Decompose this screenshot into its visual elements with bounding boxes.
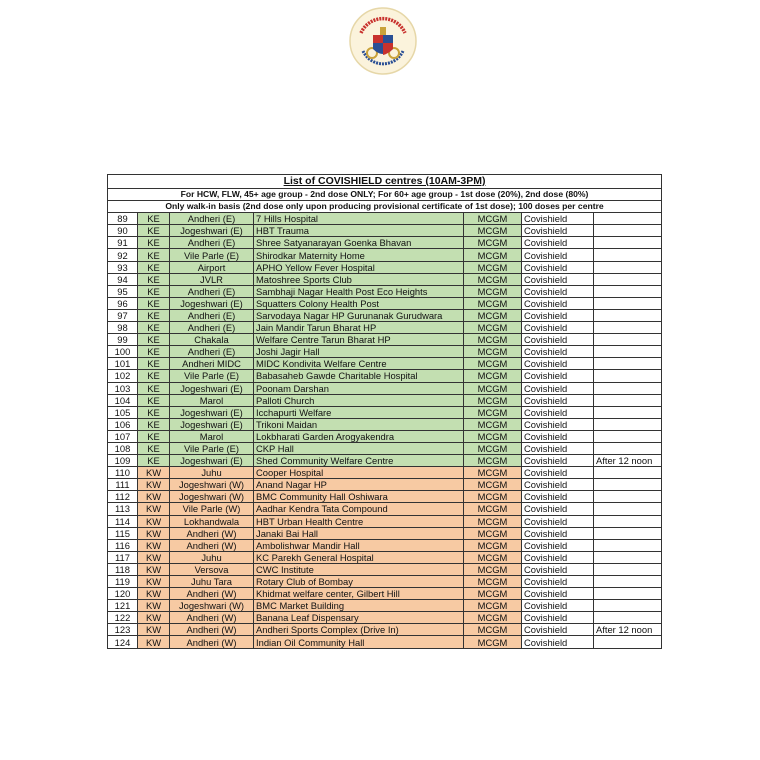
ward-cell: KE bbox=[138, 225, 170, 237]
vaccine-cell: Covishield bbox=[522, 636, 594, 648]
agency-cell: MCGM bbox=[464, 406, 522, 418]
row-number: 122 bbox=[108, 612, 138, 624]
remark-cell bbox=[594, 576, 662, 588]
bmc-emblem-logo bbox=[349, 7, 417, 75]
table-row bbox=[108, 491, 662, 503]
centre-name-cell: Squatters Colony Health Post bbox=[254, 297, 464, 309]
remark-cell: After 12 noon bbox=[594, 455, 662, 467]
eligibility-note: For HCW, FLW, 45+ age group - 2nd dose ONLY; For 60+ age group - 1st dose (20%), 2nd dose (80%) bbox=[108, 189, 662, 201]
row-number: 116 bbox=[108, 539, 138, 551]
vaccine-cell: Covishield bbox=[522, 261, 594, 273]
centre-name-cell: Lokbharati Garden Arogyakendra bbox=[254, 430, 464, 442]
centre-name-cell: 7 Hills Hospital bbox=[254, 213, 464, 225]
agency-cell: MCGM bbox=[464, 273, 522, 285]
ward-cell: KE bbox=[138, 297, 170, 309]
area-cell: Andheri MIDC bbox=[170, 358, 254, 370]
vaccine-cell: Covishield bbox=[522, 600, 594, 612]
ward-cell: KW bbox=[138, 479, 170, 491]
vaccine-cell: Covishield bbox=[522, 455, 594, 467]
vaccine-cell: Covishield bbox=[522, 285, 594, 297]
row-number: 120 bbox=[108, 588, 138, 600]
agency-cell: MCGM bbox=[464, 515, 522, 527]
ward-cell: KE bbox=[138, 455, 170, 467]
area-cell: Andheri (E) bbox=[170, 322, 254, 334]
area-cell: Jogeshwari (E) bbox=[170, 382, 254, 394]
row-number: 105 bbox=[108, 406, 138, 418]
ward-cell: KE bbox=[138, 322, 170, 334]
row-number: 108 bbox=[108, 442, 138, 454]
eligibility-note-row bbox=[108, 189, 662, 201]
remark-cell bbox=[594, 430, 662, 442]
area-cell: Vile Parle (W) bbox=[170, 503, 254, 515]
agency-cell: MCGM bbox=[464, 503, 522, 515]
vaccine-cell: Covishield bbox=[522, 539, 594, 551]
ward-cell: KE bbox=[138, 261, 170, 273]
centre-name-cell: Matoshree Sports Club bbox=[254, 273, 464, 285]
table-row bbox=[108, 322, 662, 334]
table-row bbox=[108, 442, 662, 454]
area-cell: Andheri (E) bbox=[170, 237, 254, 249]
area-cell: Andheri (W) bbox=[170, 527, 254, 539]
vaccine-cell: Covishield bbox=[522, 249, 594, 261]
covishield-centres-table bbox=[107, 174, 662, 649]
remark-cell bbox=[594, 442, 662, 454]
row-number: 91 bbox=[108, 237, 138, 249]
remark-cell bbox=[594, 418, 662, 430]
area-cell: Andheri (W) bbox=[170, 612, 254, 624]
ward-cell: KE bbox=[138, 334, 170, 346]
agency-cell: MCGM bbox=[464, 563, 522, 575]
row-number: 119 bbox=[108, 576, 138, 588]
row-number: 114 bbox=[108, 515, 138, 527]
centre-name-cell: Shed Community Welfare Centre bbox=[254, 455, 464, 467]
agency-cell: MCGM bbox=[464, 249, 522, 261]
row-number: 107 bbox=[108, 430, 138, 442]
row-number: 95 bbox=[108, 285, 138, 297]
vaccine-cell: Covishield bbox=[522, 225, 594, 237]
centre-name-cell: Jain Mandir Tarun Bharat HP bbox=[254, 322, 464, 334]
remark-cell bbox=[594, 237, 662, 249]
remark-cell bbox=[594, 563, 662, 575]
ward-cell: KE bbox=[138, 358, 170, 370]
ward-cell: KE bbox=[138, 370, 170, 382]
walk-in-note: Only walk-in basis (2nd dose only upon producing provisional certificate of 1st dose); 100 doses per centre bbox=[108, 201, 662, 213]
ward-cell: KW bbox=[138, 576, 170, 588]
vaccine-cell: Covishield bbox=[522, 515, 594, 527]
table-row bbox=[108, 576, 662, 588]
centre-name-cell: Shree Satyanarayan Goenka Bhavan bbox=[254, 237, 464, 249]
row-number: 93 bbox=[108, 261, 138, 273]
centre-name-cell: MIDC Kondivita Welfare Centre bbox=[254, 358, 464, 370]
agency-cell: MCGM bbox=[464, 442, 522, 454]
remark-cell bbox=[594, 588, 662, 600]
table-row bbox=[108, 261, 662, 273]
centre-name-cell: Shirodkar Maternity Home bbox=[254, 249, 464, 261]
agency-cell: MCGM bbox=[464, 467, 522, 479]
agency-cell: MCGM bbox=[464, 382, 522, 394]
agency-cell: MCGM bbox=[464, 491, 522, 503]
row-number: 94 bbox=[108, 273, 138, 285]
vaccine-cell: Covishield bbox=[522, 576, 594, 588]
table-row bbox=[108, 382, 662, 394]
agency-cell: MCGM bbox=[464, 576, 522, 588]
table-row bbox=[108, 588, 662, 600]
agency-cell: MCGM bbox=[464, 588, 522, 600]
row-number: 115 bbox=[108, 527, 138, 539]
centre-name-cell: Sarvodaya Nagar HP Gurunanak Gurudwara bbox=[254, 309, 464, 321]
row-number: 112 bbox=[108, 491, 138, 503]
ward-cell: KW bbox=[138, 636, 170, 648]
centre-name-cell: HBT Trauma bbox=[254, 225, 464, 237]
area-cell: Juhu bbox=[170, 467, 254, 479]
agency-cell: MCGM bbox=[464, 418, 522, 430]
agency-cell: MCGM bbox=[464, 394, 522, 406]
agency-cell: MCGM bbox=[464, 539, 522, 551]
vaccine-cell: Covishield bbox=[522, 527, 594, 539]
vaccine-cell: Covishield bbox=[522, 237, 594, 249]
agency-cell: MCGM bbox=[464, 430, 522, 442]
table-row bbox=[108, 237, 662, 249]
ward-cell: KW bbox=[138, 515, 170, 527]
centre-name-cell: Poonam Darshan bbox=[254, 382, 464, 394]
table-row bbox=[108, 551, 662, 563]
row-number: 97 bbox=[108, 309, 138, 321]
centre-name-cell: APHO Yellow Fever Hospital bbox=[254, 261, 464, 273]
row-number: 123 bbox=[108, 624, 138, 636]
table-row bbox=[108, 273, 662, 285]
vaccine-cell: Covishield bbox=[522, 503, 594, 515]
remark-cell bbox=[594, 527, 662, 539]
vaccine-cell: Covishield bbox=[522, 370, 594, 382]
table-title: List of COVISHIELD centres (10AM-3PM) bbox=[283, 175, 486, 187]
table-row bbox=[108, 600, 662, 612]
agency-cell: MCGM bbox=[464, 358, 522, 370]
area-cell: Jogeshwari (E) bbox=[170, 297, 254, 309]
table-row bbox=[108, 418, 662, 430]
ward-cell: KE bbox=[138, 430, 170, 442]
area-cell: Vile Parle (E) bbox=[170, 370, 254, 382]
centre-name-cell: Palloti Church bbox=[254, 394, 464, 406]
agency-cell: MCGM bbox=[464, 225, 522, 237]
area-cell: Andheri (E) bbox=[170, 346, 254, 358]
agency-cell: MCGM bbox=[464, 309, 522, 321]
centre-name-cell: Sambhaji Nagar Health Post Eco Heights bbox=[254, 285, 464, 297]
row-number: 96 bbox=[108, 297, 138, 309]
area-cell: Vile Parle (E) bbox=[170, 249, 254, 261]
table-row bbox=[108, 563, 662, 575]
centre-name-cell: Banana Leaf Dispensary bbox=[254, 612, 464, 624]
ward-cell: KW bbox=[138, 527, 170, 539]
remark-cell bbox=[594, 273, 662, 285]
agency-cell: MCGM bbox=[464, 612, 522, 624]
table-row bbox=[108, 515, 662, 527]
agency-cell: MCGM bbox=[464, 624, 522, 636]
area-cell: Juhu Tara bbox=[170, 576, 254, 588]
agency-cell: MCGM bbox=[464, 527, 522, 539]
area-cell: Vile Parle (E) bbox=[170, 442, 254, 454]
area-cell: Andheri (E) bbox=[170, 213, 254, 225]
area-cell: Jogeshwari (E) bbox=[170, 418, 254, 430]
vaccine-cell: Covishield bbox=[522, 551, 594, 563]
ward-cell: KW bbox=[138, 612, 170, 624]
area-cell: Andheri (W) bbox=[170, 539, 254, 551]
table-row bbox=[108, 394, 662, 406]
ward-cell: KW bbox=[138, 600, 170, 612]
row-number: 102 bbox=[108, 370, 138, 382]
centre-name-cell: Janaki Bai Hall bbox=[254, 527, 464, 539]
area-cell: Jogeshwari (W) bbox=[170, 479, 254, 491]
agency-cell: MCGM bbox=[464, 346, 522, 358]
remark-cell bbox=[594, 394, 662, 406]
area-cell: Jogeshwari (W) bbox=[170, 600, 254, 612]
table-row bbox=[108, 455, 662, 467]
centre-name-cell: Rotary Club of Bombay bbox=[254, 576, 464, 588]
row-number: 100 bbox=[108, 346, 138, 358]
agency-cell: MCGM bbox=[464, 237, 522, 249]
table-row bbox=[108, 527, 662, 539]
table-row bbox=[108, 430, 662, 442]
table-row bbox=[108, 225, 662, 237]
row-number: 104 bbox=[108, 394, 138, 406]
remark-cell bbox=[594, 612, 662, 624]
centre-name-cell: Joshi Jagir Hall bbox=[254, 346, 464, 358]
ward-cell: KE bbox=[138, 382, 170, 394]
table-row bbox=[108, 213, 662, 225]
row-number: 118 bbox=[108, 563, 138, 575]
ward-cell: KW bbox=[138, 624, 170, 636]
area-cell: Andheri (E) bbox=[170, 285, 254, 297]
agency-cell: MCGM bbox=[464, 551, 522, 563]
table-row bbox=[108, 503, 662, 515]
row-number: 111 bbox=[108, 479, 138, 491]
vaccine-cell: Covishield bbox=[522, 309, 594, 321]
agency-cell: MCGM bbox=[464, 213, 522, 225]
vaccine-cell: Covishield bbox=[522, 467, 594, 479]
ward-cell: KE bbox=[138, 346, 170, 358]
row-number: 92 bbox=[108, 249, 138, 261]
area-cell: Andheri (W) bbox=[170, 588, 254, 600]
row-number: 101 bbox=[108, 358, 138, 370]
table-row bbox=[108, 285, 662, 297]
remark-cell bbox=[594, 479, 662, 491]
area-cell: Andheri (W) bbox=[170, 636, 254, 648]
logo-crest bbox=[380, 27, 386, 35]
ward-cell: KE bbox=[138, 285, 170, 297]
vaccine-cell: Covishield bbox=[522, 430, 594, 442]
remark-cell bbox=[594, 334, 662, 346]
ward-cell: KW bbox=[138, 503, 170, 515]
row-number: 121 bbox=[108, 600, 138, 612]
vaccine-cell: Covishield bbox=[522, 612, 594, 624]
centre-name-cell: CKP Hall bbox=[254, 442, 464, 454]
row-number: 106 bbox=[108, 418, 138, 430]
remark-cell bbox=[594, 346, 662, 358]
table-title-row bbox=[108, 175, 662, 189]
table-row bbox=[108, 297, 662, 309]
row-number: 90 bbox=[108, 225, 138, 237]
area-cell: Jogeshwari (W) bbox=[170, 491, 254, 503]
table-row bbox=[108, 479, 662, 491]
vaccine-cell: Covishield bbox=[522, 406, 594, 418]
remark-cell bbox=[594, 213, 662, 225]
table-row bbox=[108, 624, 662, 636]
row-number: 98 bbox=[108, 322, 138, 334]
centre-name-cell: BMC Community Hall Oshiwara bbox=[254, 491, 464, 503]
vaccine-cell: Covishield bbox=[522, 394, 594, 406]
table-row bbox=[108, 636, 662, 648]
centre-name-cell: Cooper Hospital bbox=[254, 467, 464, 479]
ward-cell: KE bbox=[138, 237, 170, 249]
row-number: 103 bbox=[108, 382, 138, 394]
remark-cell bbox=[594, 515, 662, 527]
ward-cell: KW bbox=[138, 551, 170, 563]
table-row bbox=[108, 309, 662, 321]
agency-cell: MCGM bbox=[464, 600, 522, 612]
remark-cell bbox=[594, 600, 662, 612]
ward-cell: KE bbox=[138, 406, 170, 418]
area-cell: Marol bbox=[170, 394, 254, 406]
vaccine-cell: Covishield bbox=[522, 322, 594, 334]
area-cell: Airport bbox=[170, 261, 254, 273]
area-cell: Versova bbox=[170, 563, 254, 575]
vaccine-cell: Covishield bbox=[522, 563, 594, 575]
area-cell: JVLR bbox=[170, 273, 254, 285]
centre-name-cell: Trikoni Maidan bbox=[254, 418, 464, 430]
ward-cell: KW bbox=[138, 563, 170, 575]
remark-cell bbox=[594, 261, 662, 273]
remark-cell bbox=[594, 322, 662, 334]
row-number: 110 bbox=[108, 467, 138, 479]
ward-cell: KE bbox=[138, 394, 170, 406]
remark-cell: After 12 noon bbox=[594, 624, 662, 636]
centre-name-cell: Icchapurti Welfare bbox=[254, 406, 464, 418]
ward-cell: KE bbox=[138, 213, 170, 225]
remark-cell bbox=[594, 285, 662, 297]
remark-cell bbox=[594, 225, 662, 237]
agency-cell: MCGM bbox=[464, 370, 522, 382]
ward-cell: KW bbox=[138, 539, 170, 551]
ward-cell: KE bbox=[138, 273, 170, 285]
remark-cell bbox=[594, 491, 662, 503]
centre-name-cell: Babasaheb Gawde Charitable Hospital bbox=[254, 370, 464, 382]
table-row bbox=[108, 334, 662, 346]
remark-cell bbox=[594, 358, 662, 370]
centre-name-cell: CWC Institute bbox=[254, 563, 464, 575]
remark-cell bbox=[594, 370, 662, 382]
ward-cell: KW bbox=[138, 467, 170, 479]
table-row bbox=[108, 406, 662, 418]
agency-cell: MCGM bbox=[464, 297, 522, 309]
agency-cell: MCGM bbox=[464, 479, 522, 491]
centre-name-cell: Ambolishwar Mandir Hall bbox=[254, 539, 464, 551]
area-cell: Lokhandwala bbox=[170, 515, 254, 527]
area-cell: Jogeshwari (E) bbox=[170, 406, 254, 418]
area-cell: Andheri (W) bbox=[170, 624, 254, 636]
ward-cell: KW bbox=[138, 588, 170, 600]
centre-name-cell: KC Parekh General Hospital bbox=[254, 551, 464, 563]
vaccine-cell: Covishield bbox=[522, 297, 594, 309]
vaccine-cell: Covishield bbox=[522, 479, 594, 491]
vaccine-cell: Covishield bbox=[522, 624, 594, 636]
ward-cell: KE bbox=[138, 249, 170, 261]
vaccine-cell: Covishield bbox=[522, 418, 594, 430]
vaccine-cell: Covishield bbox=[522, 273, 594, 285]
remark-cell bbox=[594, 406, 662, 418]
row-number: 117 bbox=[108, 551, 138, 563]
table-row bbox=[108, 358, 662, 370]
table-row bbox=[108, 612, 662, 624]
remark-cell bbox=[594, 551, 662, 563]
agency-cell: MCGM bbox=[464, 322, 522, 334]
agency-cell: MCGM bbox=[464, 334, 522, 346]
vaccine-cell: Covishield bbox=[522, 346, 594, 358]
area-cell: Juhu bbox=[170, 551, 254, 563]
table-row bbox=[108, 346, 662, 358]
table-row bbox=[108, 467, 662, 479]
centre-name-cell: HBT Urban Health Centre bbox=[254, 515, 464, 527]
remark-cell bbox=[594, 297, 662, 309]
agency-cell: MCGM bbox=[464, 261, 522, 273]
row-number: 89 bbox=[108, 213, 138, 225]
ward-cell: KE bbox=[138, 418, 170, 430]
vaccine-cell: Covishield bbox=[522, 382, 594, 394]
remark-cell bbox=[594, 636, 662, 648]
row-number: 109 bbox=[108, 455, 138, 467]
ward-cell: KE bbox=[138, 309, 170, 321]
area-cell: Chakala bbox=[170, 334, 254, 346]
centre-name-cell: Andheri Sports Complex (Drive In) bbox=[254, 624, 464, 636]
centre-name-cell: Anand Nagar HP bbox=[254, 479, 464, 491]
area-cell: Jogeshwari (E) bbox=[170, 225, 254, 237]
area-cell: Marol bbox=[170, 430, 254, 442]
remark-cell bbox=[594, 503, 662, 515]
centre-name-cell: BMC Market Building bbox=[254, 600, 464, 612]
table-row bbox=[108, 539, 662, 551]
vaccine-cell: Covishield bbox=[522, 358, 594, 370]
remark-cell bbox=[594, 382, 662, 394]
centre-name-cell: Welfare Centre Tarun Bharat HP bbox=[254, 334, 464, 346]
table-row bbox=[108, 370, 662, 382]
centre-name-cell: Khidmat welfare center, Gilbert Hill bbox=[254, 588, 464, 600]
row-number: 124 bbox=[108, 636, 138, 648]
vaccine-cell: Covishield bbox=[522, 213, 594, 225]
vaccine-cell: Covishield bbox=[522, 491, 594, 503]
area-cell: Jogeshwari (E) bbox=[170, 455, 254, 467]
remark-cell bbox=[594, 539, 662, 551]
row-number: 99 bbox=[108, 334, 138, 346]
agency-cell: MCGM bbox=[464, 636, 522, 648]
agency-cell: MCGM bbox=[464, 455, 522, 467]
ward-cell: KE bbox=[138, 442, 170, 454]
vaccine-cell: Covishield bbox=[522, 442, 594, 454]
walk-in-note-row bbox=[108, 201, 662, 213]
remark-cell bbox=[594, 249, 662, 261]
row-number: 113 bbox=[108, 503, 138, 515]
remark-cell bbox=[594, 467, 662, 479]
vaccine-cell: Covishield bbox=[522, 334, 594, 346]
area-cell: Andheri (E) bbox=[170, 309, 254, 321]
remark-cell bbox=[594, 309, 662, 321]
centre-name-cell: Indian Oil Community Hall bbox=[254, 636, 464, 648]
centre-name-cell: Aadhar Kendra Tata Compound bbox=[254, 503, 464, 515]
agency-cell: MCGM bbox=[464, 285, 522, 297]
ward-cell: KW bbox=[138, 491, 170, 503]
vaccine-cell: Covishield bbox=[522, 588, 594, 600]
table-row bbox=[108, 249, 662, 261]
